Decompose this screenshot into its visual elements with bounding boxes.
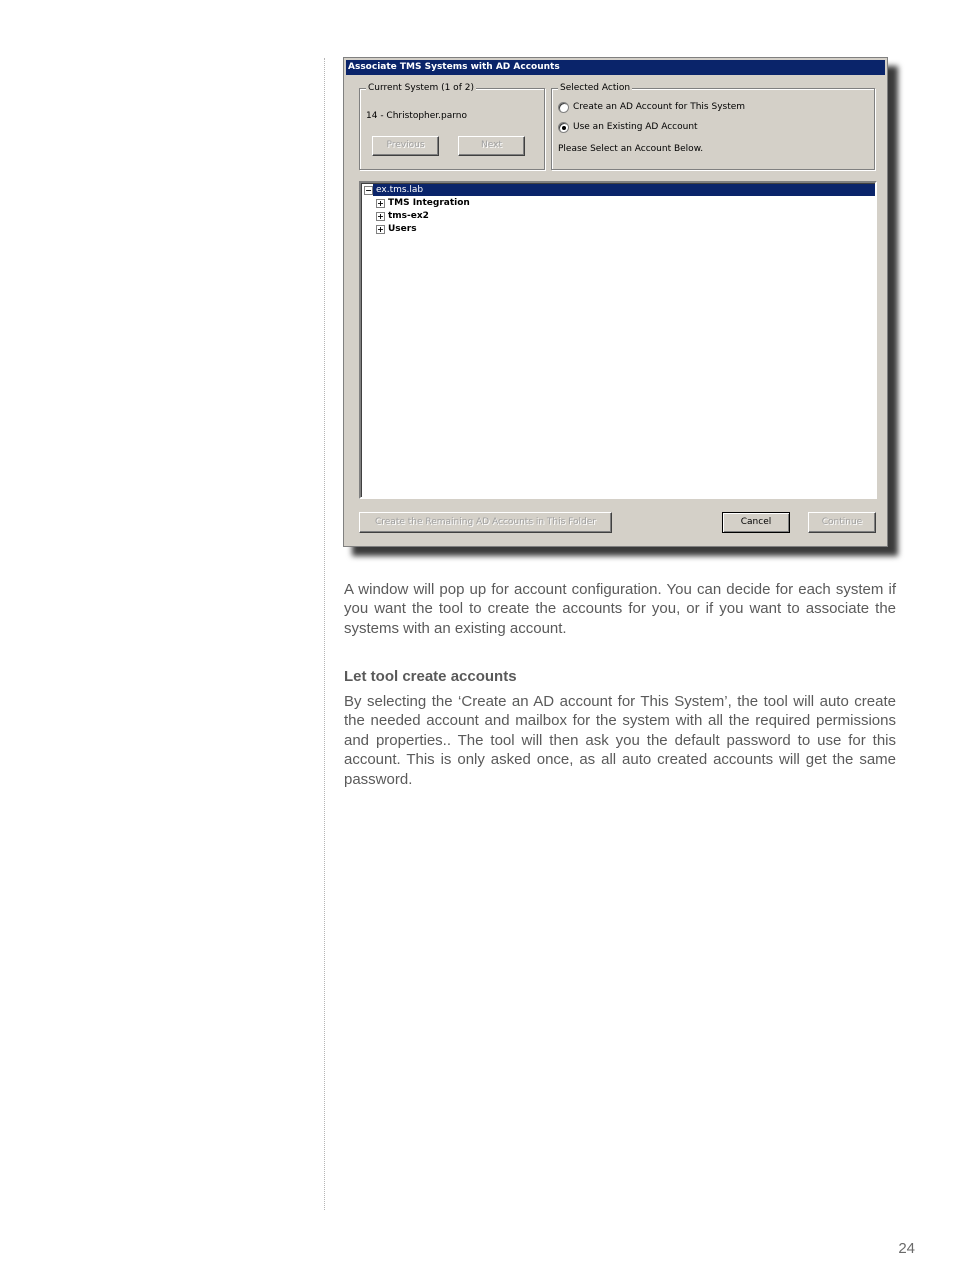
cancel-button[interactable]: Cancel [722, 512, 790, 533]
page-number: 24 [898, 1240, 915, 1257]
collapse-icon[interactable]: − [365, 186, 372, 195]
intro-paragraph: A window will pop up for account configuration. You can decide for each system if you want the tool to create the accounts for you, or if you want to associate the systems with an existing account. [344, 581, 896, 637]
previous-button[interactable]: Previous [372, 136, 439, 156]
radio-selected-icon[interactable] [558, 122, 569, 133]
account-instruction: Please Select an Account Below. [558, 144, 704, 154]
dialog-title: Associate TMS Systems with AD Accounts [346, 60, 885, 75]
tree-node-label: TMS Integration [388, 198, 470, 208]
use-existing-account-label: Use an Existing AD Account [573, 122, 698, 132]
expand-icon[interactable]: + [377, 225, 384, 234]
associate-accounts-dialog [343, 57, 888, 547]
tree-node-label: Users [388, 224, 417, 234]
expand-icon[interactable]: + [377, 199, 384, 208]
current-system-legend: Current System (1 of 2) [368, 83, 474, 93]
tree-node-root[interactable] [361, 184, 875, 197]
ad-folder-tree[interactable] [359, 181, 877, 499]
selected-action-group [551, 83, 875, 170]
tree-node[interactable] [361, 223, 875, 236]
next-button[interactable]: Next [458, 136, 525, 156]
current-system-group [359, 83, 545, 170]
selected-action-legend: Selected Action [560, 83, 631, 93]
section-heading: Let tool create accounts [344, 668, 517, 685]
create-accounts-paragraph: By selecting the ‘Create an AD account for This System’, the tool will auto create the needed account and mailbox for the system with all the required permissions and properties.. The tool will then ask you the default password to use for this account. This is only asked once, as all auto created accounts will get the same password. [344, 693, 896, 788]
tree-node[interactable] [361, 197, 875, 210]
tree-node-label: ex.tms.lab [376, 185, 424, 195]
radio-unselected-icon[interactable] [558, 102, 569, 113]
create-account-label: Create an AD Account for This System [573, 102, 746, 112]
tree-node-label: tms-ex2 [388, 211, 429, 221]
create-remaining-button[interactable]: Create the Remaining AD Accounts in This Folder [359, 512, 612, 533]
margin-rule [324, 58, 325, 1210]
tree-node[interactable] [361, 210, 875, 223]
continue-button[interactable]: Continue [808, 512, 876, 533]
expand-icon[interactable]: + [377, 212, 384, 221]
current-system-name: 14 - Christopher.parno [366, 111, 468, 121]
